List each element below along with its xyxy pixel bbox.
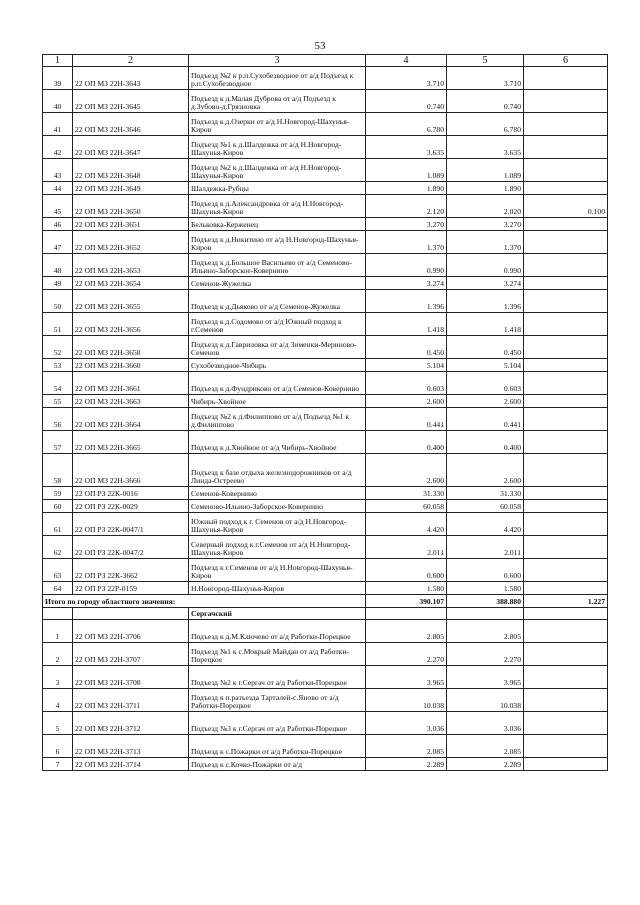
road-name: Сухобезводное-Чибирь [189, 359, 366, 372]
section-row [43, 608, 608, 620]
table-row [43, 182, 608, 195]
length-value: 60.058 [447, 500, 524, 513]
row-number: 5 [43, 712, 73, 735]
row-number: 64 [43, 582, 73, 595]
row-number: 57 [43, 431, 73, 454]
road-name: Подъезд к д.Гавриловка от а/д Зименки-Мериново-Семенов [189, 336, 366, 359]
table-row [43, 454, 608, 487]
total-length: 6.780 [366, 113, 447, 136]
total-length: 2.120 [366, 195, 447, 218]
road-code: 22 ОП МЗ 22Н-3661 [73, 372, 189, 395]
row-number: 6 [43, 735, 73, 758]
extra-length [524, 218, 608, 231]
road-code: 22 ОП РЗ 22Р-0159 [73, 582, 189, 595]
road-code: 22 ОП МЗ 22Н-3712 [73, 712, 189, 735]
row-number: 50 [43, 290, 73, 313]
extra-length [524, 159, 608, 182]
extra-length [524, 582, 608, 595]
total-length: 0.603 [366, 372, 447, 395]
table-row [43, 735, 608, 758]
road-name: Подъезд к г.Семенов от а/д Н.Новгород-Шахунья-Киров [189, 559, 366, 582]
total-length: 2.600 [366, 454, 447, 487]
length-value: 2.600 [447, 454, 524, 487]
length-value: 0.740 [447, 90, 524, 113]
length-value: 1.370 [447, 231, 524, 254]
road-code: 22 ОП МЗ 22Н-3666 [73, 454, 189, 487]
total-length: 1.580 [366, 582, 447, 595]
road-code: 22 ОП МЗ 22Н-3660 [73, 359, 189, 372]
total-label: Итого по городу областного значения: [43, 595, 366, 608]
row-number: 7 [43, 758, 73, 771]
row-number: 4 [43, 689, 73, 712]
road-name: Северный подход к г.Семенов от а/д Н.Новгород-Шахунья-Киров [189, 536, 366, 559]
extra-length [524, 735, 608, 758]
extra-length [524, 254, 608, 277]
row-number: 3 [43, 666, 73, 689]
table-row [43, 559, 608, 582]
length-value: 5.104 [447, 359, 524, 372]
total-length: 1.890 [366, 182, 447, 195]
column-header: 4 [366, 55, 447, 67]
row-number: 54 [43, 372, 73, 395]
total-length: 2.805 [366, 620, 447, 643]
road-name: Подъезд №2 к р.п.Сухобезводное от а/д Подъезд к р.п.Сухобезводное [189, 67, 366, 90]
road-name: Подъезд к с.Кочко-Пожарки от а/д [189, 758, 366, 771]
table-row [43, 159, 608, 182]
road-name: Подъезд к д.Фундриково от а/д Семенов-Ковернино [189, 372, 366, 395]
road-code: 22 ОП МЗ 22Н-3658 [73, 336, 189, 359]
length-value: 2.270 [447, 643, 524, 666]
table-row [43, 336, 608, 359]
total-value: 390.107 [366, 595, 447, 608]
extra-length [524, 536, 608, 559]
row-number: 44 [43, 182, 73, 195]
extra-length [524, 113, 608, 136]
road-code: 22 ОП МЗ 22Н-3650 [73, 195, 189, 218]
table-row [43, 431, 608, 454]
length-value: 1.890 [447, 182, 524, 195]
row-number: 49 [43, 277, 73, 290]
empty-cell [524, 608, 608, 620]
total-length: 1.396 [366, 290, 447, 313]
road-code: 22 ОП РЗ 22К-0047/1 [73, 513, 189, 536]
row-number: 59 [43, 487, 73, 500]
row-number: 42 [43, 136, 73, 159]
extra-length [524, 231, 608, 254]
table-row [43, 113, 608, 136]
total-length: 0.740 [366, 90, 447, 113]
road-code: 22 ОП МЗ 22Н-3654 [73, 277, 189, 290]
district-title: Сергачский [189, 608, 366, 620]
road-code: 22 ОП МЗ 22Н-3707 [73, 643, 189, 666]
extra-length [524, 454, 608, 487]
road-code: 22 ОП МЗ 22Н-3708 [73, 666, 189, 689]
road-name: Подъезд №2 к д.Шалдежка от а/д Н.Новгород-Шахунья-Киров [189, 159, 366, 182]
extra-length [524, 620, 608, 643]
page-number: 53 [314, 40, 326, 52]
road-name: Н.Новгород-Шахунья-Киров [189, 582, 366, 595]
road-code: 22 ОП МЗ 22Н-3643 [73, 67, 189, 90]
road-name: Подъезд №2 к д.Филиппово от а/д Подъезд №1 к д.Филиппово [189, 408, 366, 431]
total-length: 0.990 [366, 254, 447, 277]
road-code: 22 ОП МЗ 22Н-3655 [73, 290, 189, 313]
extra-length [524, 559, 608, 582]
extra-length [524, 712, 608, 735]
table-row [43, 218, 608, 231]
length-value: 3.965 [447, 666, 524, 689]
table-row [43, 487, 608, 500]
road-name: Подъезд к д.Малая Дуброва от а/д Подъезд к д.Зубово-д.Грязновка [189, 90, 366, 113]
length-value: 4.420 [447, 513, 524, 536]
row-number: 52 [43, 336, 73, 359]
length-value: 6.780 [447, 113, 524, 136]
total-length: 2.270 [366, 643, 447, 666]
length-value: 1.089 [447, 159, 524, 182]
extra-length [524, 313, 608, 336]
total-row [43, 595, 608, 608]
extra-length: 0.100 [524, 195, 608, 218]
road-code: 22 ОП МЗ 22Н-3645 [73, 90, 189, 113]
road-code: 22 ОП МЗ 22Н-3665 [73, 431, 189, 454]
row-number: 40 [43, 90, 73, 113]
length-value: 2.085 [447, 735, 524, 758]
column-header: 2 [73, 55, 189, 67]
total-length: 3.965 [366, 666, 447, 689]
extra-length [524, 689, 608, 712]
length-value: 3.635 [447, 136, 524, 159]
extra-length [524, 90, 608, 113]
table-row [43, 195, 608, 218]
row-number: 60 [43, 500, 73, 513]
table-row [43, 712, 608, 735]
extra-length [524, 67, 608, 90]
total-value: 388.880 [447, 595, 524, 608]
road-name: Подъезд к д.Большое Васильево от а/д Семеново-Ильино-Заборское-Ковернино [189, 254, 366, 277]
road-name: Подъезд к с.Пожарки от а/д Работки-Порецкое [189, 735, 366, 758]
road-name: Чибирь-Хвойное [189, 395, 366, 408]
row-number: 63 [43, 559, 73, 582]
table-row [43, 500, 608, 513]
table-row [43, 536, 608, 559]
table-row [43, 689, 608, 712]
road-name: Семеново-Ильино-Заборское-Ковернино [189, 500, 366, 513]
length-value: 0.990 [447, 254, 524, 277]
table-row [43, 277, 608, 290]
road-code: 22 ОП МЗ 22Н-3711 [73, 689, 189, 712]
road-code: 22 ОП РЗ 22К-0047/2 [73, 536, 189, 559]
row-number: 56 [43, 408, 73, 431]
table-row [43, 395, 608, 408]
road-code: 22 ОП МЗ 22Н-3714 [73, 758, 189, 771]
road-name: Семенов-Жужелка [189, 277, 366, 290]
total-length: 1.370 [366, 231, 447, 254]
roads-table [42, 54, 608, 771]
total-value: 1.227 [524, 595, 608, 608]
road-code: 22 ОП МЗ 22Н-3648 [73, 159, 189, 182]
total-length: 2.085 [366, 735, 447, 758]
road-code: 22 ОП МЗ 22Н-3653 [73, 254, 189, 277]
total-length: 1.089 [366, 159, 447, 182]
road-code: 22 ОП РЗ 22К-0016 [73, 487, 189, 500]
table-row [43, 666, 608, 689]
road-code: 22 ОП МЗ 22Н-3649 [73, 182, 189, 195]
extra-length [524, 500, 608, 513]
length-value: 3.274 [447, 277, 524, 290]
length-value: 0.441 [447, 408, 524, 431]
extra-length [524, 431, 608, 454]
length-value: 2.805 [447, 620, 524, 643]
table-row [43, 313, 608, 336]
total-length: 0.400 [366, 431, 447, 454]
extra-length [524, 182, 608, 195]
row-number: 43 [43, 159, 73, 182]
extra-length [524, 336, 608, 359]
total-length: 31.330 [366, 487, 447, 500]
length-value: 31.330 [447, 487, 524, 500]
extra-length [524, 408, 608, 431]
length-value: 3.036 [447, 712, 524, 735]
road-code: 22 ОП МЗ 22Н-3651 [73, 218, 189, 231]
extra-length [524, 666, 608, 689]
table-row [43, 758, 608, 771]
road-code: 22 ОП МЗ 22Н-3706 [73, 620, 189, 643]
road-name: Подъезд к базе отдыха железнодорожников от а/д Линда-Остреево [189, 454, 366, 487]
total-length: 5.104 [366, 359, 447, 372]
total-length: 0.441 [366, 408, 447, 431]
length-value: 2.011 [447, 536, 524, 559]
table-row [43, 372, 608, 395]
extra-length [524, 372, 608, 395]
length-value: 3.710 [447, 67, 524, 90]
length-value: 0.600 [447, 559, 524, 582]
total-length: 1.418 [366, 313, 447, 336]
row-number: 47 [43, 231, 73, 254]
row-number: 46 [43, 218, 73, 231]
extra-length [524, 513, 608, 536]
road-code: 22 ОП МЗ 22Н-3652 [73, 231, 189, 254]
length-value: 1.418 [447, 313, 524, 336]
road-name: Подъезд к д.М.Ключево от а/д Работки-Порецкое [189, 620, 366, 643]
row-number: 41 [43, 113, 73, 136]
road-code: 22 ОП МЗ 22Н-3713 [73, 735, 189, 758]
row-number: 62 [43, 536, 73, 559]
extra-length [524, 136, 608, 159]
road-name: Семенов-Ковернино [189, 487, 366, 500]
length-value: 3.270 [447, 218, 524, 231]
empty-cell [366, 608, 447, 620]
table-row [43, 408, 608, 431]
road-name: Подъезд к д.Дьяково от а/д Семенов-Жужелка [189, 290, 366, 313]
road-code: 22 ОП РЗ 22К-3662 [73, 559, 189, 582]
column-header: 1 [43, 55, 73, 67]
length-value: 0.603 [447, 372, 524, 395]
row-number: 39 [43, 67, 73, 90]
column-header: 6 [524, 55, 608, 67]
road-name: Подъезд №1 к с.Мокрый Майдан от а/д Работки-Порецкое [189, 643, 366, 666]
total-length: 3.710 [366, 67, 447, 90]
road-name: Подъезд №2 к г.Сергач от а/д Работки-Порецкое [189, 666, 366, 689]
road-name: Подъезд к д.Содомово от а/д Южный подход к г.Семенов [189, 313, 366, 336]
table-row [43, 290, 608, 313]
row-number: 61 [43, 513, 73, 536]
row-number: 53 [43, 359, 73, 372]
table-row [43, 513, 608, 536]
extra-length [524, 290, 608, 313]
total-length: 3.036 [366, 712, 447, 735]
total-length: 3.635 [366, 136, 447, 159]
column-header: 3 [189, 55, 366, 67]
extra-length [524, 643, 608, 666]
total-length: 2.600 [366, 395, 447, 408]
total-length: 10.038 [366, 689, 447, 712]
row-number: 51 [43, 313, 73, 336]
total-length: 3.274 [366, 277, 447, 290]
total-length: 2.289 [366, 758, 447, 771]
length-value: 0.450 [447, 336, 524, 359]
row-number: 55 [43, 395, 73, 408]
total-length: 60.058 [366, 500, 447, 513]
length-value: 2.020 [447, 195, 524, 218]
table-row [43, 67, 608, 90]
table-row [43, 359, 608, 372]
road-name: Подъезд к д.Озерки от а/д Н.Новгород-Шахунья-Киров [189, 113, 366, 136]
column-header: 5 [447, 55, 524, 67]
length-value: 2.289 [447, 758, 524, 771]
total-length: 0.450 [366, 336, 447, 359]
road-name: Подъезд к д.Никитино от а/д Н.Новгород-Шахунья-Киров [189, 231, 366, 254]
road-code: 22 ОП МЗ 22Н-3663 [73, 395, 189, 408]
road-code: 22 ОП МЗ 22Н-3646 [73, 113, 189, 136]
extra-length [524, 277, 608, 290]
total-length: 3.270 [366, 218, 447, 231]
row-number: 58 [43, 454, 73, 487]
empty-cell [447, 608, 524, 620]
length-value: 1.580 [447, 582, 524, 595]
table-row [43, 620, 608, 643]
row-number: 45 [43, 195, 73, 218]
total-length: 2.011 [366, 536, 447, 559]
road-name: Подъезд к п.разъезда Тарталей-с.Яново от а/д Работки-Порецкое [189, 689, 366, 712]
road-name: Подъезд №1 к д.Шалдежка от а/д Н.Новгород-Шахунья-Киров [189, 136, 366, 159]
column-header-row [43, 55, 608, 67]
total-length: 0.600 [366, 559, 447, 582]
length-value: 10.038 [447, 689, 524, 712]
road-name: Подъезд к д.Хвойное от а/д Чибирь-Хвойное [189, 431, 366, 454]
table-row [43, 643, 608, 666]
extra-length [524, 395, 608, 408]
table-row [43, 136, 608, 159]
road-code: 22 ОП РЗ 22К-0029 [73, 500, 189, 513]
road-name: Подъезд №3 к г.Сергач от а/д Работки-Порецкое [189, 712, 366, 735]
extra-length [524, 359, 608, 372]
road-code: 22 ОП МЗ 22Н-3664 [73, 408, 189, 431]
extra-length [524, 758, 608, 771]
road-code: 22 ОП МЗ 22Н-3647 [73, 136, 189, 159]
empty-cell [73, 608, 189, 620]
table-row [43, 90, 608, 113]
road-name: Южный подход к г. Семенов от а/д Н.Новгород-Шахунья-Киров [189, 513, 366, 536]
row-number: 1 [43, 620, 73, 643]
length-value: 1.396 [447, 290, 524, 313]
table-row [43, 582, 608, 595]
length-value: 2.600 [447, 395, 524, 408]
row-number: 2 [43, 643, 73, 666]
road-code: 22 ОП МЗ 22Н-3656 [73, 313, 189, 336]
road-name: Подъезд к д.Александровка от а/д Н.Новгород-Шахунья-Киров [189, 195, 366, 218]
table-row [43, 231, 608, 254]
table-row [43, 254, 608, 277]
row-number: 48 [43, 254, 73, 277]
extra-length [524, 487, 608, 500]
total-length: 4.420 [366, 513, 447, 536]
empty-cell [43, 608, 73, 620]
road-name: Бельковка-Керженец [189, 218, 366, 231]
length-value: 0.400 [447, 431, 524, 454]
road-name: Шалдежка-Рубцы [189, 182, 366, 195]
